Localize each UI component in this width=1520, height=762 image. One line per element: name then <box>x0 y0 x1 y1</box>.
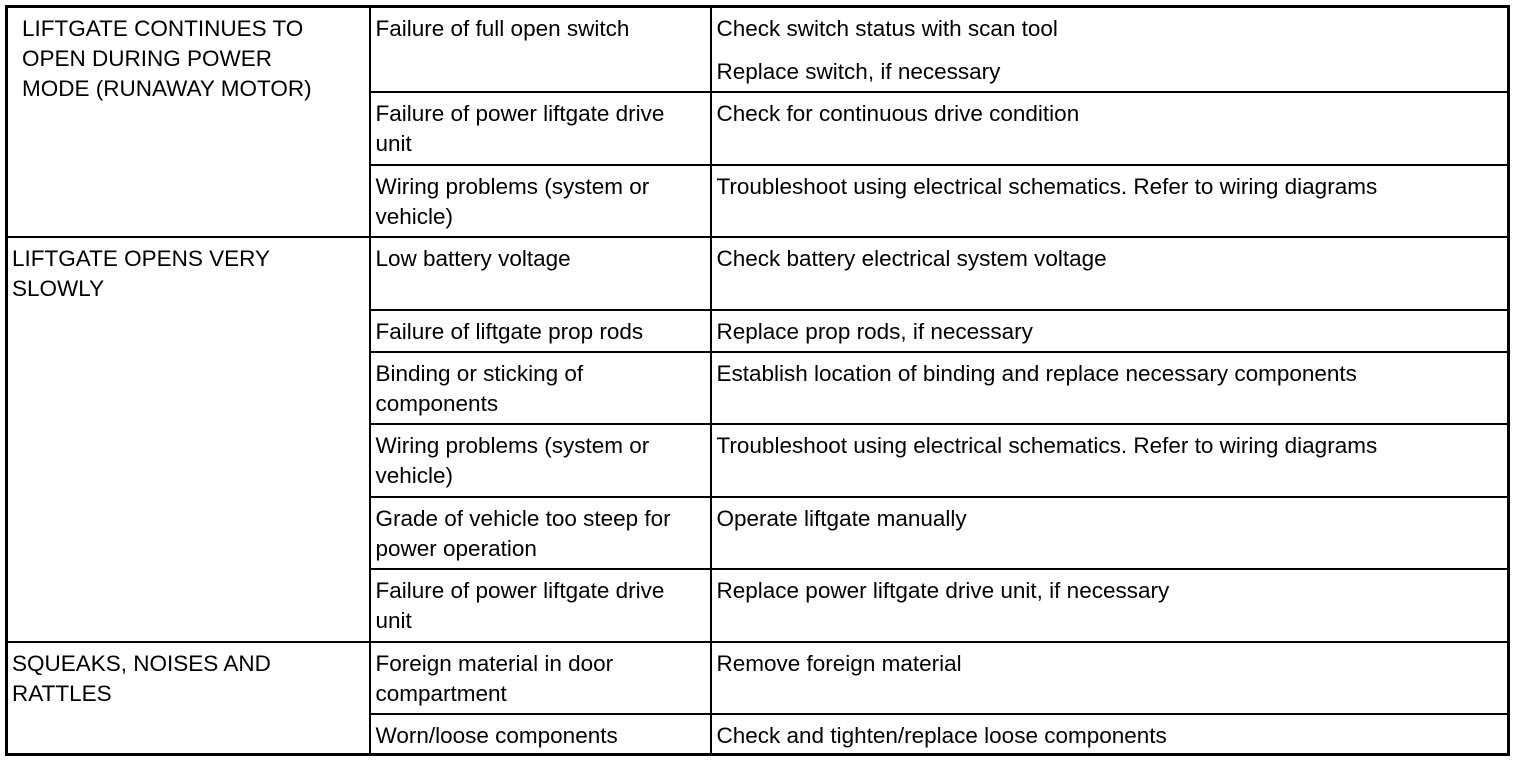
cause-cell <box>370 424 711 497</box>
correction-text: Replace switch, if necessary <box>716 59 1001 84</box>
cause-text: vehicle) <box>375 203 454 229</box>
correction-text: Check for continuous drive condition <box>716 100 1080 126</box>
correction-text: Troubleshoot using electrical schematics. Refer to wiring diagrams <box>716 432 1378 458</box>
cause-cell <box>370 7 711 92</box>
cause-text: Failure of full open switch <box>375 16 630 41</box>
cause-cell <box>370 714 711 755</box>
cause-cell <box>370 165 711 237</box>
correction-cell <box>711 165 1509 237</box>
condition-text: SQUEAKS, NOISES AND <box>12 650 271 676</box>
condition-cell <box>7 642 370 755</box>
correction-text: Troubleshoot using electrical schematics. Refer to wiring diagrams <box>716 173 1378 199</box>
cause-text: unit <box>375 130 412 156</box>
diagnosis-table <box>5 5 1510 756</box>
cause-text: Failure of liftgate prop rods <box>375 318 644 344</box>
correction-text: Remove foreign material <box>716 650 962 676</box>
cause-cell <box>370 92 711 165</box>
correction-cell <box>711 497 1509 569</box>
correction-text: Replace prop rods, if necessary <box>716 318 1033 344</box>
cause-cell <box>370 569 711 642</box>
table-row <box>7 237 1509 310</box>
cause-text: Failure of power liftgate drive <box>375 577 665 603</box>
correction-text: Check and tighten/replace loose components <box>716 722 1167 748</box>
correction-cell <box>711 569 1509 642</box>
condition-text: RATTLES <box>12 680 112 706</box>
correction-text: Check battery electrical system voltage <box>716 245 1107 271</box>
correction-cell <box>711 424 1509 497</box>
correction-text: Establish location of binding and replace necessary components <box>716 360 1357 386</box>
cause-text: Wiring problems (system or <box>375 432 650 458</box>
cause-text: Failure of power liftgate drive <box>375 100 665 126</box>
cause-text: vehicle) <box>375 462 454 488</box>
correction-cell <box>711 352 1509 424</box>
table-row <box>7 642 1509 714</box>
cause-cell <box>370 497 711 569</box>
cause-text: unit <box>375 607 412 633</box>
condition-text: LIFTGATE OPENS VERY <box>12 245 270 271</box>
cause-text: Grade of vehicle too steep for <box>375 505 671 531</box>
cause-text: Wiring problems (system or <box>375 173 650 199</box>
correction-cell <box>711 7 1509 92</box>
condition-text: OPEN DURING POWER <box>22 46 273 71</box>
condition-text: SLOWLY <box>12 275 105 301</box>
correction-cell <box>711 92 1509 165</box>
cause-text: Worn/loose components <box>375 722 618 748</box>
condition-cell <box>7 237 370 642</box>
table-row <box>7 7 1509 92</box>
correction-cell <box>711 642 1509 714</box>
condition-text: LIFTGATE CONTINUES TO <box>22 16 304 41</box>
condition-text: MODE (RUNAWAY MOTOR) <box>22 76 312 101</box>
correction-cell <box>711 310 1509 352</box>
cause-text: power operation <box>375 535 537 561</box>
cause-cell <box>370 310 711 352</box>
correction-text: Replace power liftgate drive unit, if necessary <box>716 577 1170 603</box>
correction-cell <box>711 714 1509 755</box>
correction-cell <box>711 237 1509 310</box>
cause-cell <box>370 642 711 714</box>
cause-cell <box>370 237 711 310</box>
cause-text: Low battery voltage <box>375 245 571 271</box>
cause-text: Binding or sticking of <box>375 360 584 386</box>
cause-text: Foreign material in door <box>375 650 614 676</box>
correction-text: Operate liftgate manually <box>716 505 967 531</box>
condition-cell <box>7 7 370 237</box>
cause-text: components <box>375 390 499 416</box>
cause-cell <box>370 352 711 424</box>
cause-text: compartment <box>375 680 507 706</box>
correction-text: Check switch status with scan tool <box>716 16 1058 41</box>
